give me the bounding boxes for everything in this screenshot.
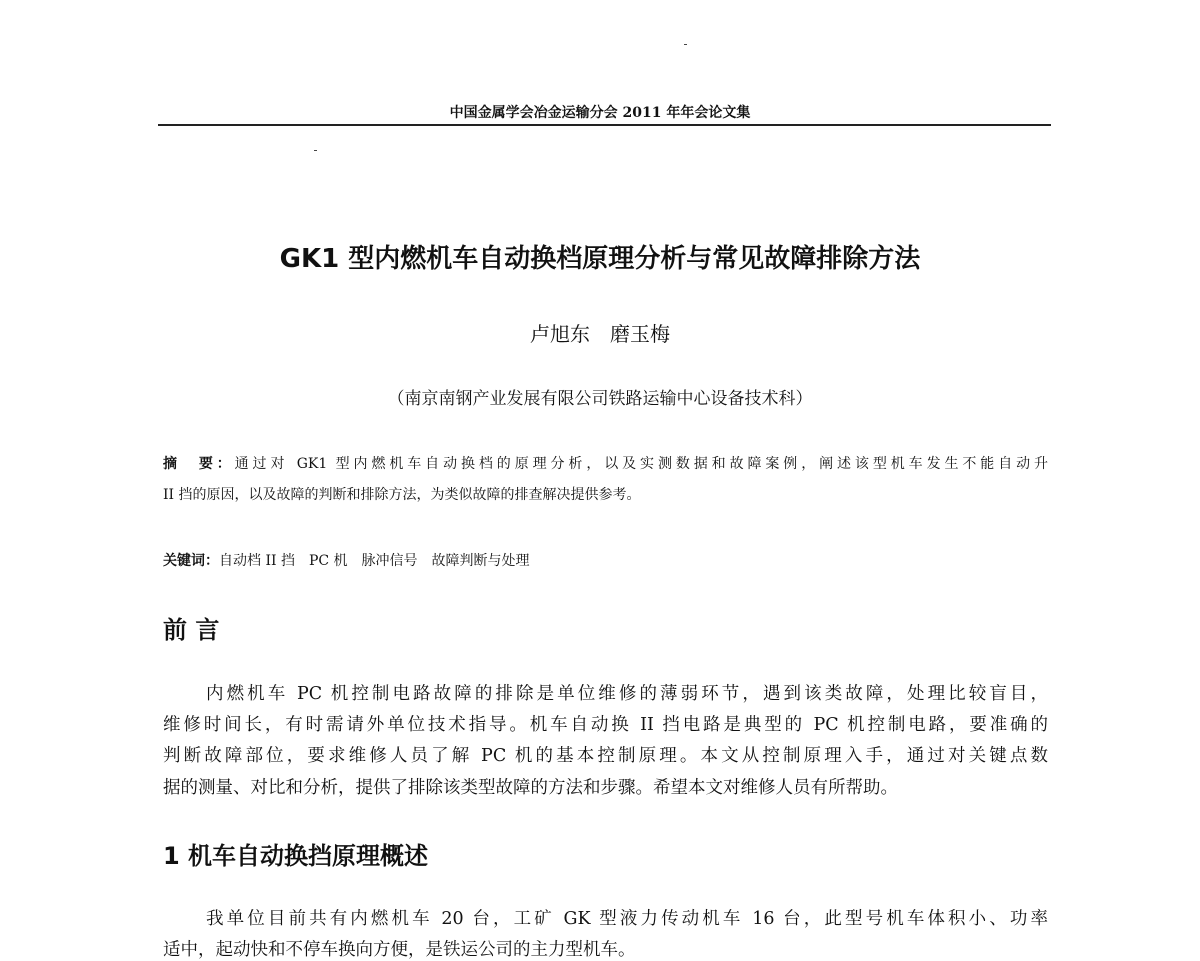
abstract-text: 通过对 GK1 型内燃机车自动换档的原理分析，以及实测数据和故障案例，阐述该型机车发生不能自动升 — [234, 456, 1049, 472]
keywords-label: 关键词： — [163, 553, 219, 569]
header-rule — [158, 124, 1051, 126]
abstract-label: 摘 要： — [163, 456, 235, 472]
scan-speck — [314, 150, 317, 151]
paragraph-line: 维修时间长，有时需请外单位技术指导。机车自动换 II 挡电路是典型的 PC 机控制电路，要准确的 — [163, 715, 1048, 735]
paragraph-line: 我单位目前共有内燃机车 20 台，工矿 GK 型液力传动机车 16 台，此型号机车体积小、功率 — [206, 909, 1048, 929]
paragraph-line: 适中，起动快和不停车换向方便，是铁运公司的主力型机车。 — [163, 940, 636, 960]
affiliation: （南京南钢产业发展有限公司铁路运输中心设备技术科） — [387, 389, 813, 409]
paragraph-line: 内燃机车 PC 机控制电路故障的排除是单位维修的薄弱环节，遇到该类故障，处理比较盲目， — [206, 684, 1048, 704]
abstract-line: II 挡的原因，以及故障的判断和排除方法，为类似故障的排查解决提供参考。 — [163, 487, 641, 503]
keywords-text: 自动档 II 挡 PC 机 脉冲信号 故障判断与处理 — [219, 553, 530, 569]
running-header: 中国金属学会冶金运输分会 2011 年年会论文集 — [449, 105, 751, 121]
keywords — [163, 550, 530, 570]
abstract-line — [163, 453, 1048, 473]
section-heading-1: 1 机车自动换挡原理概述 — [163, 842, 429, 870]
paragraph-line: 据的测量、对比和分析，提供了排除该类型故障的方法和步骤。希望本文对维修人员有所帮助。 — [163, 778, 898, 798]
authors: 卢旭东 磨玉梅 — [530, 322, 670, 346]
paragraph-line: 判断故障部位，要求维修人员了解 PC 机的基本控制原理。本文从控制原理入手，通过对关键点数 — [163, 746, 1048, 766]
section-heading-preface: 前 言 — [163, 616, 220, 644]
scan-speck — [684, 44, 687, 45]
paper-title: GK1 型内燃机车自动换档原理分析与常见故障排除方法 — [279, 244, 921, 274]
